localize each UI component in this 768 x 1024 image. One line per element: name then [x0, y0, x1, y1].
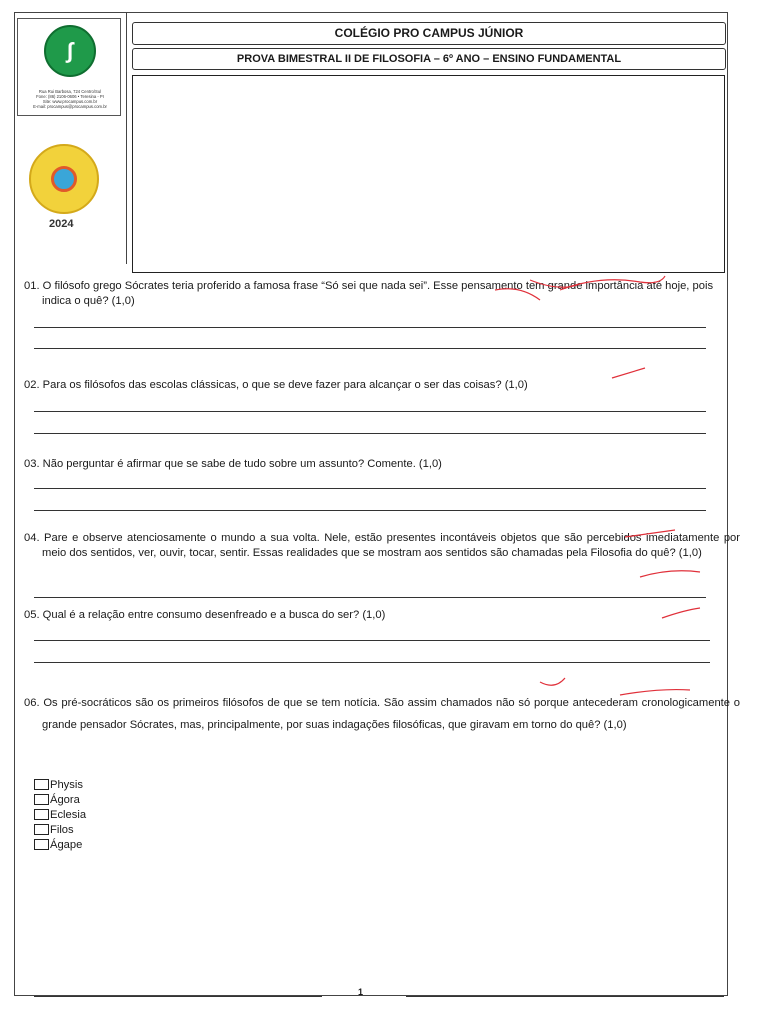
question-5: 05. Qual é a relação entre consumo desenfreado e a busca do ser? (1,0) — [24, 609, 386, 621]
footer-divider — [406, 996, 724, 997]
school-logo-icon: ∫ — [44, 25, 96, 77]
option-label: Eclesia — [50, 808, 87, 821]
page-title: COLÉGIO PRO CAMPUS JÚNIOR — [132, 22, 726, 45]
address-line: E-mail: procampus@procampus.com.br — [33, 104, 107, 109]
address-line: Site: www.procampus.com.br — [42, 99, 98, 104]
address-line: Rua Rui Barbosa, 724 Centro/Sul — [38, 89, 102, 94]
page-number: 1 — [358, 987, 364, 997]
option-label: Filos — [50, 823, 74, 836]
address-line: Fone: (86) 2106-0606 • Teresina - PI — [36, 94, 104, 99]
question-3: 03. Não perguntar é afirmar que se sabe de tudo sobre um assunto? Comente. (1,0) — [24, 458, 442, 470]
footer-divider — [34, 996, 322, 997]
exam-subtitle: PROVA BIMESTRAL II DE FILOSOFIA – 6º ANO – ENSINO FUNDAMENTAL — [132, 48, 726, 70]
question-4: 04. Pare e observe atenciosamente o mundo a sua volta. Nele, estão presentes incontáveis objetos que são percebidos imediatamente por meio dos sentidos, ver, ouvir, tocar, sentir. Essas realidades que se mostram aos sentidos são chamadas pela Filosofia do quê? (1,0) — [24, 532, 740, 559]
option-label: Ágape — [50, 838, 83, 851]
option-label: Ágora — [50, 793, 80, 806]
question-6: 06. Os pré-socráticos são os primeiros filósofos de que se tem notícia. São assim chamados não só porque antecederam cronologicamente o grande pensador Sócrates, mas, principalmente, por suas indagações filosóficas, que giravam em torno do quê? (1,0) — [24, 697, 740, 731]
seal-year: 2024 — [49, 218, 74, 230]
question-1: 01. O filósofo grego Sócrates teria proferido a famosa frase “Só sei que nada sei”. Esse pensamento tem grande importância até hoje, pois indica o quê? (1,0) — [24, 280, 714, 307]
question-2: 02. Para os filósofos das escolas clássicas, o que se deve fazer para alcançar o ser das coisas? (1,0) — [24, 379, 528, 391]
option-label: Physis — [50, 778, 83, 791]
